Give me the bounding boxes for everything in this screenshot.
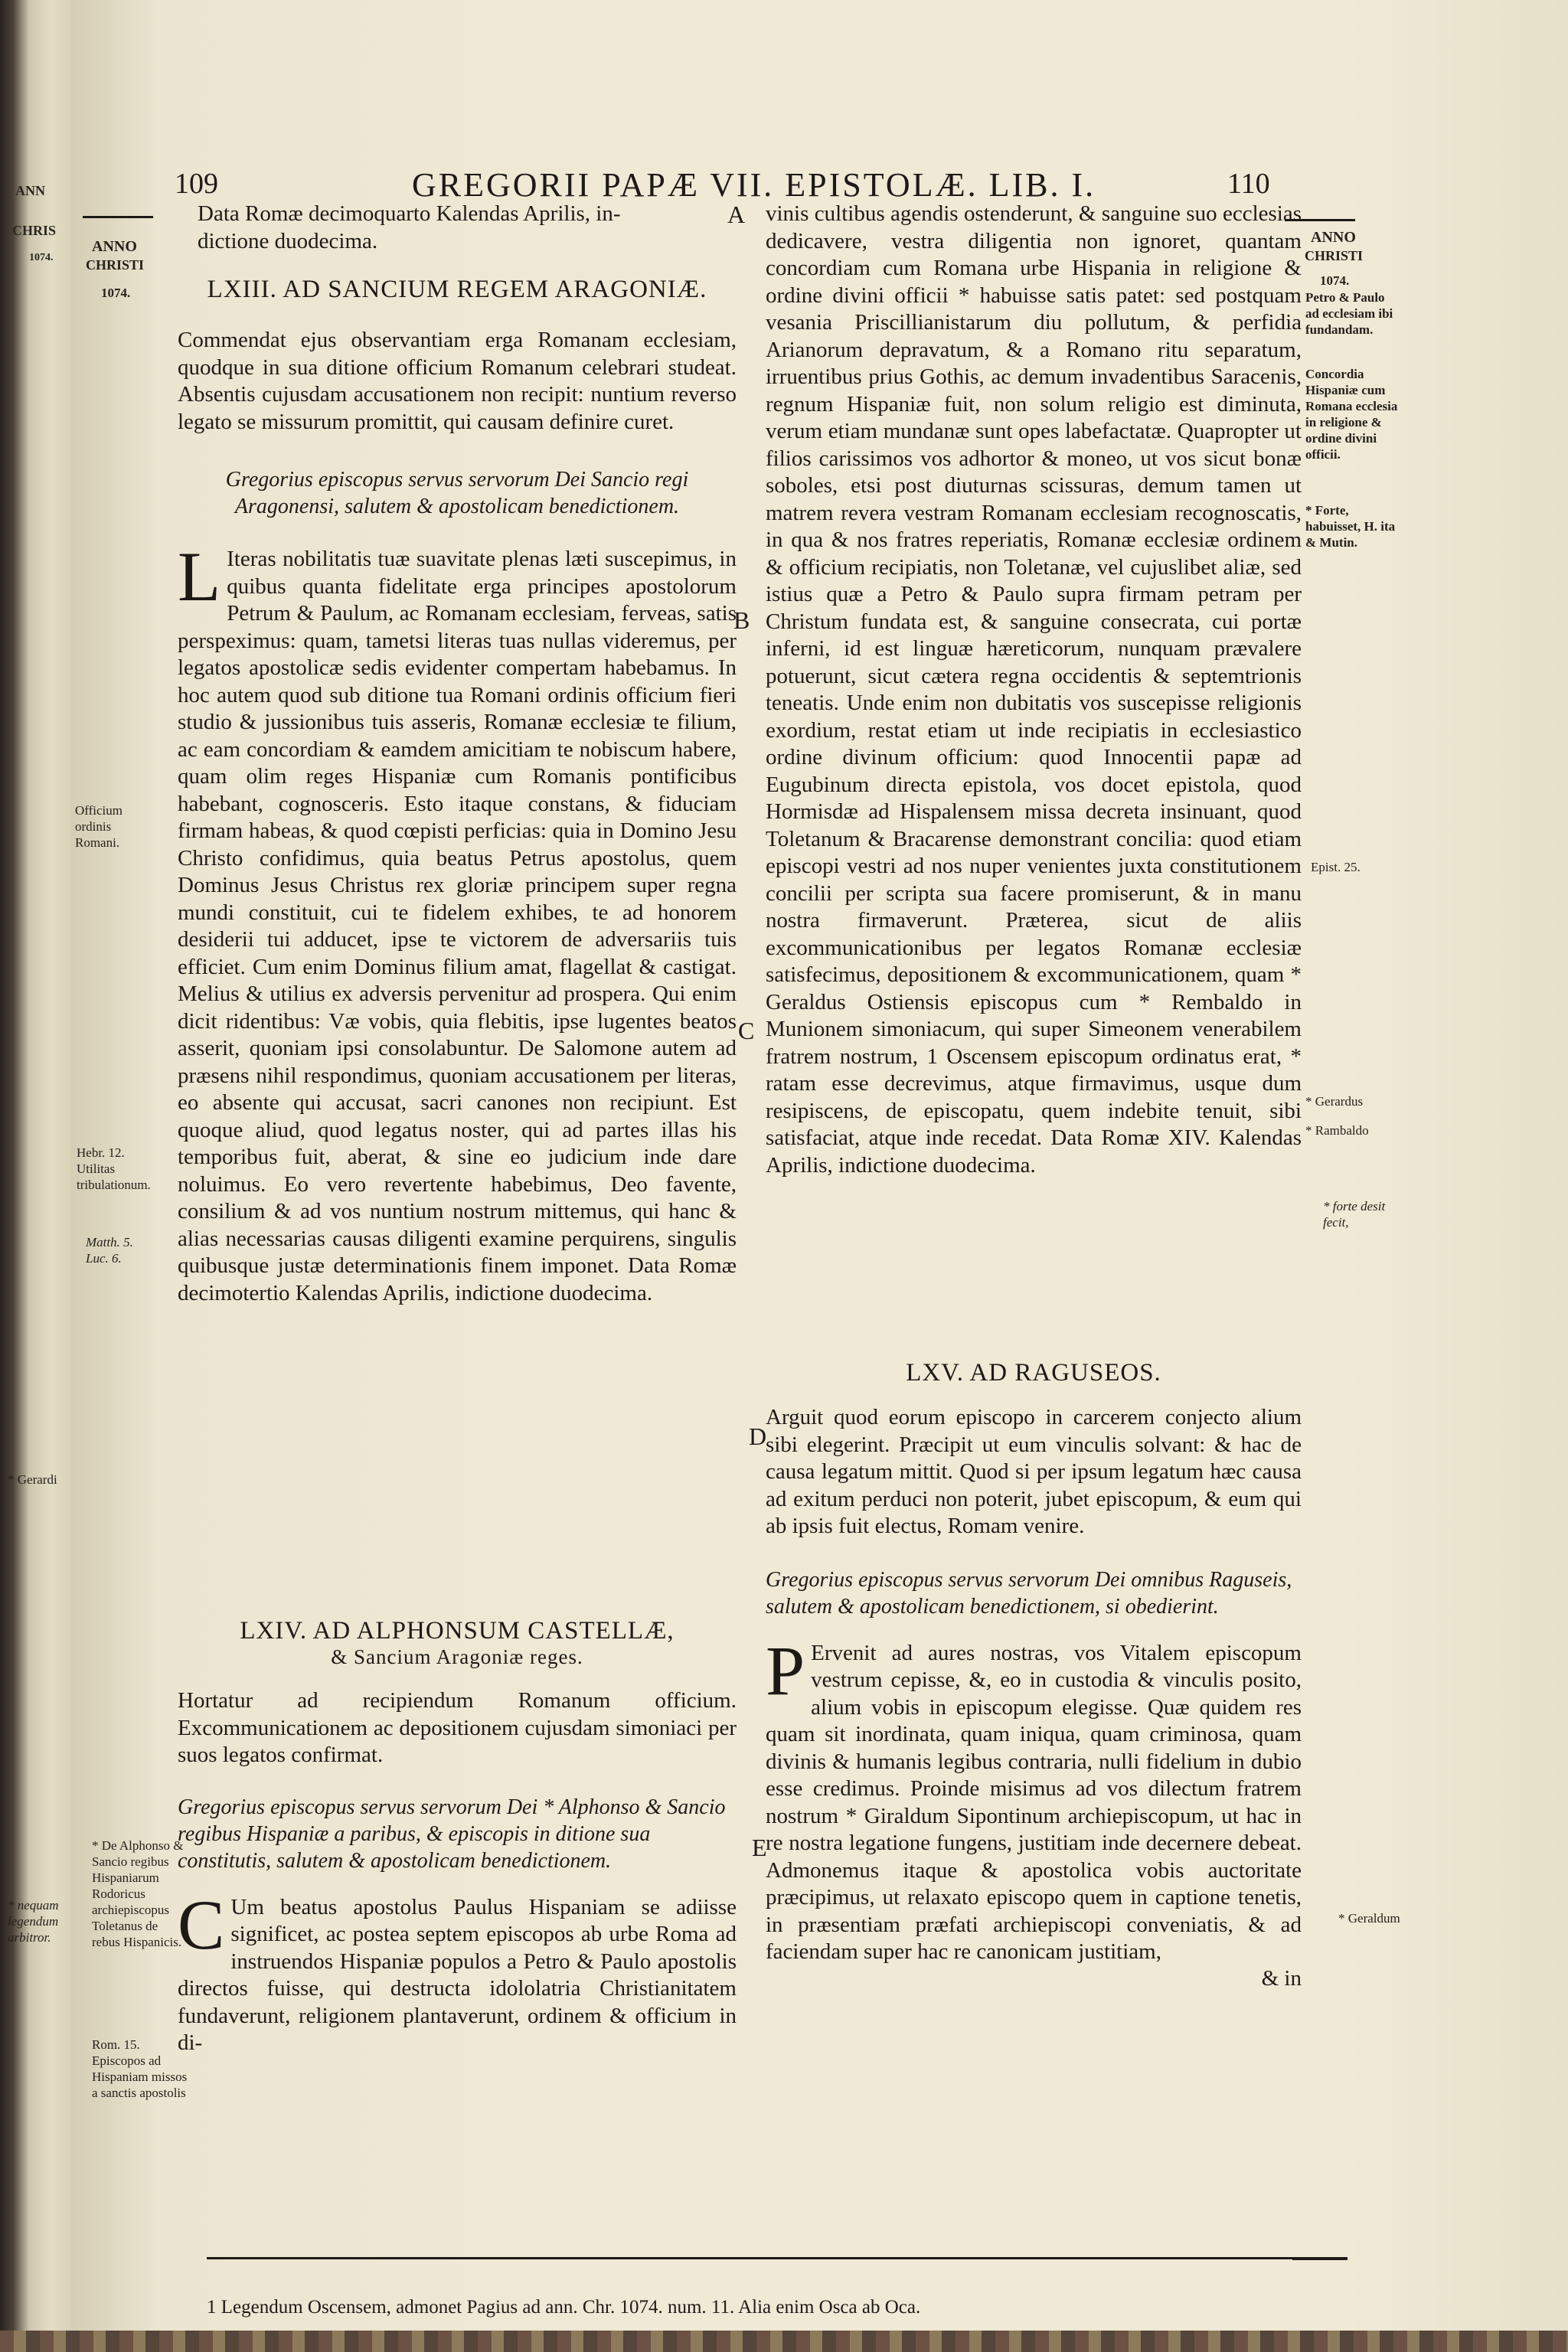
section-letter: A — [727, 201, 746, 228]
epistle-body — [766, 1631, 1302, 1966]
section-letter: C — [738, 1017, 755, 1044]
epistle-summary: Arguit quod eorum episcopo in carcerem conjecto alium sibi elegerint. Præcipit ut eum vinculis solvant: & hac de causa legatum mittit. Quod si per ipsum legatum hæc causa ad exitum perduci non poterit, jubet episcopum, & eum qui ab ipsis fuit electus, Romam venire. — [766, 1405, 1302, 1538]
margin-note-hebr: Hebr. 12. Utilitas tribulationum. — [77, 1145, 151, 1192]
intro-line-2: dictione duodecima. — [198, 228, 378, 253]
book-spine — [0, 0, 73, 2352]
epistle-summary: Commendat ejus observantiam erga Romanam ecclesiam, quodque in sua ditione officium Romanum celebrari studeat. Absentis cujusdam accusationem non recipit: nuntium reverso legato se missurum promittit, qui causam definire curet. — [178, 328, 737, 434]
margin-note-rom: Rom. 15. Episcopos ad Hispaniam missos a sanctis apostolis — [92, 2037, 188, 2100]
epistle-text: Um beatus apostolus Paulus Hispaniam se adiisse significet, ac postea septem episcopos ab urbe Roma ad instruendos Hispaniæ populos a Petro & Paulo apostolis directos fuisse, qui destructa idololatria Christianitatem fundaverunt, religionem plantaverunt, ordinem & officium in di- — [178, 1894, 737, 2055]
section-letter: D — [749, 1423, 767, 1450]
margin-note-concordia: Concordia Hispaniæ cum Romana ecclesia in religione & ordine divini officii. — [1305, 367, 1398, 462]
epistle-body — [178, 1885, 737, 2057]
margin-anno: ANNO — [92, 238, 137, 255]
epistle-salutation: Gregorius episcopus servus servorum Dei omnibus Raguseis, salutem & apostolicam benedictionem, si obedierint. — [766, 1567, 1292, 1619]
margin-note-gerardus: * Gerardus — [1305, 1094, 1364, 1109]
margin-note-matth: Matth. 5. Luc. 6. — [86, 1235, 133, 1266]
left-page-number: 109 — [175, 168, 218, 200]
margin-note-nequam: * nequam legendum arbitror. — [8, 1898, 59, 1945]
book-edge — [0, 2331, 1568, 2352]
footnote: 1 Legendum Oscensem, admonet Pagius ad ann. Chr. 1074. num. 11. Alia enim Osca ab Oca. — [207, 2297, 921, 2318]
epistle-65 — [766, 1359, 1302, 1991]
epistle-body — [178, 537, 737, 1307]
epistle-summary: Hortatur ad recipiendum Romanum officium. Excommunicationem ac depositionem cujusdam simoniaci per suos legatos confirmat. — [178, 1688, 737, 1767]
section-letter: E — [752, 1834, 767, 1861]
page-title: GREGORII PAPÆ VII. EPISTOLÆ. LIB. I. — [412, 166, 1096, 204]
left-column — [198, 201, 726, 255]
spine-fragment: 1074. — [29, 252, 54, 263]
intro-line: Data Romæ decimoquarto Kalendas Aprilis, in- — [198, 201, 621, 226]
right-column — [766, 201, 1302, 1179]
margin-year: 1074. — [1320, 273, 1350, 288]
margin-note-gerardi: * Gerardi — [8, 1472, 57, 1487]
margin-anno: ANNO — [1311, 229, 1356, 246]
right-page-number: 110 — [1227, 168, 1270, 200]
spine-fragment: CHRIS — [12, 223, 57, 238]
margin-note-de-alphonso: * De Alphonso & Sancio regibus Hispaniarum Rodoricus archiepiscopus Toletanus de rebus Hispanicis. — [92, 1838, 184, 1949]
epistle-63 — [178, 276, 737, 1307]
epistle-salutation: Gregorius episcopus servus servorum Dei Sancio regi Aragonensi, salutem & apostolicam benedictionem. — [225, 468, 689, 518]
margin-note-geraldum: * Geraldum — [1338, 1911, 1400, 1926]
catchword: & in — [1261, 1965, 1302, 1991]
epistle-heading: LXIV. AD ALPHONSUM CASTELLÆ, — [240, 1617, 675, 1645]
margin-note-petro: Petro & Paulo ad ecclesiam ibi fundandam. — [1305, 290, 1393, 337]
left-anno-rule — [83, 216, 153, 218]
epistle-heading: LXV. AD RAGUSEOS. — [906, 1359, 1161, 1387]
epistle-heading: LXIII. AD SANCIUM REGEM ARAGONIÆ. — [207, 276, 707, 303]
margin-note-forte: * Forte, habuisset, H. ita & Mutin. — [1305, 503, 1396, 550]
epistle-salutation: Gregorius episcopus servus servorum Dei * Alphonso & Sancio regibus Hispaniæ a paribus, & episcopis in ditione sua constitutis, salutem & apostolicam benedictionem. — [178, 1795, 726, 1873]
drop-cap: C — [178, 1885, 225, 1964]
margin-note-officium: Officium ordinis Romani. — [75, 803, 123, 850]
right-end-rule — [1292, 2257, 1348, 2260]
epistle-heading-2: & Sancium Aragoniæ reges. — [331, 1645, 583, 1668]
margin-year: 1074. — [101, 286, 131, 300]
margin-note-epist: Epist. 25. — [1311, 860, 1361, 874]
section-letter: B — [733, 606, 750, 634]
margin-note-forte-desit: * forte desit fecit, — [1323, 1199, 1386, 1230]
epistle-64 — [178, 1617, 737, 2057]
spine-fragment: ANN — [15, 183, 45, 198]
margin-christi: CHRISTI — [86, 257, 145, 273]
footnote-rule — [207, 2257, 1348, 2259]
drop-cap: P — [766, 1631, 805, 1710]
margin-christi: CHRISTI — [1305, 248, 1364, 263]
continuation-text: vinis cultibus agendis ostenderunt, & sanguine suo ecclesias dedicavere, vestra diligentia non ignoret, quantam concordiam cum Romana urbe Hispania in religione & ordine divini officii * habuisse satis patet: sed postquam vesania Priscillianistarum diu pollutum, & perfidia Arianorum depravatum, & a Romano ritu separatum, irruentibus prius Gothis, ac demum invadentibus Saracenis, regnum Hispaniæ fuit, non solum religio est diminuta, verum etiam mundanæ sunt opes labefactatæ. Quapropter ut filios carissimos vos adhortor & moneo, ut vos sicut bonæ soboles, etsi post diuturnas scissuras, demum tamen ut matrem revera vestram Romanam ecclesiam recognoscatis, in qua & nos fratres reperiatis, Romanæ ecclesiæ ordinem & officium recipiatis, non Toletanæ, vel cujuslibet aliæ, sed istius quæ a Petro & Paulo supra firmam petram per Christum fundata est, & sanguine consecrata, cui portæ inferni, id est linguæ hæreticorum, nunquam prævalere potuerunt, sicut cætera regna occidentis & septemtrionis teneatis. Unde enim non dubitatis vos suscepisse religionis exordium, restat etiam ut inde recipiatis in ecclesiastico ordine divinum officium: quod Innocentii papæ ad Eugubinum directa epistola, vos docet epistola, quod Hormisdæ ad Hispalensem missa decreta insinuant, quod Toletanum & Bracarense demonstrant concilia: quod etiam episcopi vestri ad nos nuper venientes juxta constitutionem concilii per scripta sua facere promiserunt, & in manu nostra firmaverunt. Præterea, sicut de aliis excommunicationibus per legatos Romanæ ecclesiæ satisfecimus, depositionem & excommunicationem, quam * Geraldus Ostiensis episcopus cum * Rembaldo in Munionem simoniacum, qui super Simeonem venerabilem fratrem nostrum, 1 Oscensem episcopum ordinatus erat, * ratam esse decrevimus, atque firmavimus, usque dum resipiscens, de episcopatu, quem indebite tenuit, sibi satisfaciat, atque inde recedat. Data Romæ XIV. Kalendas Aprilis, indictione duodecima. — [766, 201, 1302, 1178]
epistle-text: Iteras nobilitatis tuæ suavitate plenas læti suscepimus, in quibus quanta fidelitate erga principes apostolorum Petrum & Paulum, ac Romanam ecclesiam, ferveas, satis perspeximus: quam, tametsi literas tuas nullas videremus, per legatos apostolicæ sedis evidenter compertam habebamus. In hoc autem quod sub ditione tua Romani ordinis officium fieri studio & jussionibus tuis asseris, Romanæ ecclesiæ te filium, ac eam concordiam & eamdem amicitiam te nobiscum habere, quam olim reges Hispaniæ cum Romanis pontificibus habebant, cognosceris. Esto itaque constans, & fiduciam firmam habeas, & quod cœpisti perficias: quia in Domino Jesu Christo confidimus, quia beatus Petrus apostolus, quem Dominus Jesus Christus rex gloriæ principem super regna mundi constituit, cui te fidelem exhibes, te ad honorem desiderii tui adducet, ipse te victorem de adversariis tuis efficiet. Cum enim Dominus filium amat, flagellat & castigat. Melius & utilius ex adversis pervenitur ad prosperа. Qui enim dicit ridentibus: Væ vobis, quia flebitis, ipse lugentes beatos asserit, quoniam ipsi consolabuntur. De Salomone autem ad præsens nihil respondimus, quoniam accusationem per literas, eo absente qui accusat, sacri canones non recipiunt. Est quoque aliud, quod legatus noster, qui ad partes illas his temporibus fuit, aberat, & sine eo judicium inde dare noluimus. Eo vero revertente habebimus, Deo favente, consilium & ad vos nuntium nostrum mittemus, qui hanc & alias necessarias causas diligenti examine perquirens, singulis quibusque justæ determinationis finem imponet. Data Romæ decimotertio Kalendas Aprilis, indictione duodecima. — [178, 547, 737, 1305]
margin-note-rambaldo: * Rambaldo — [1305, 1123, 1369, 1138]
drop-cap: L — [178, 537, 221, 616]
epistle-text: Ervenit ad aures nostras, vos Vitalem episcopum vestrum cepisse, &, eo in custodia & vinculis posito, alium vobis in episcopum elegisse. Quæ quidem res quam sit inordinata, quam iniqua, quam criminosa, quam divinis & humanis legibus contraria, nulli fidelium in dubio esse credimus. Proinde misimus ad vos dilectum fratrem nostrum * Giraldum Sipontinum archiepiscopum, ut hac in re nostra legatione fungens, justitiam inde decernere debeat. Admonemus itaque & apostolica vobis auctoritate præcipimus, ut relaxato episcopo quem in captione tenetis, in præsentiam præfati archiepiscopi conveniatis, & ad faciendam super hac re canonicam justitiam, — [766, 1640, 1302, 1964]
